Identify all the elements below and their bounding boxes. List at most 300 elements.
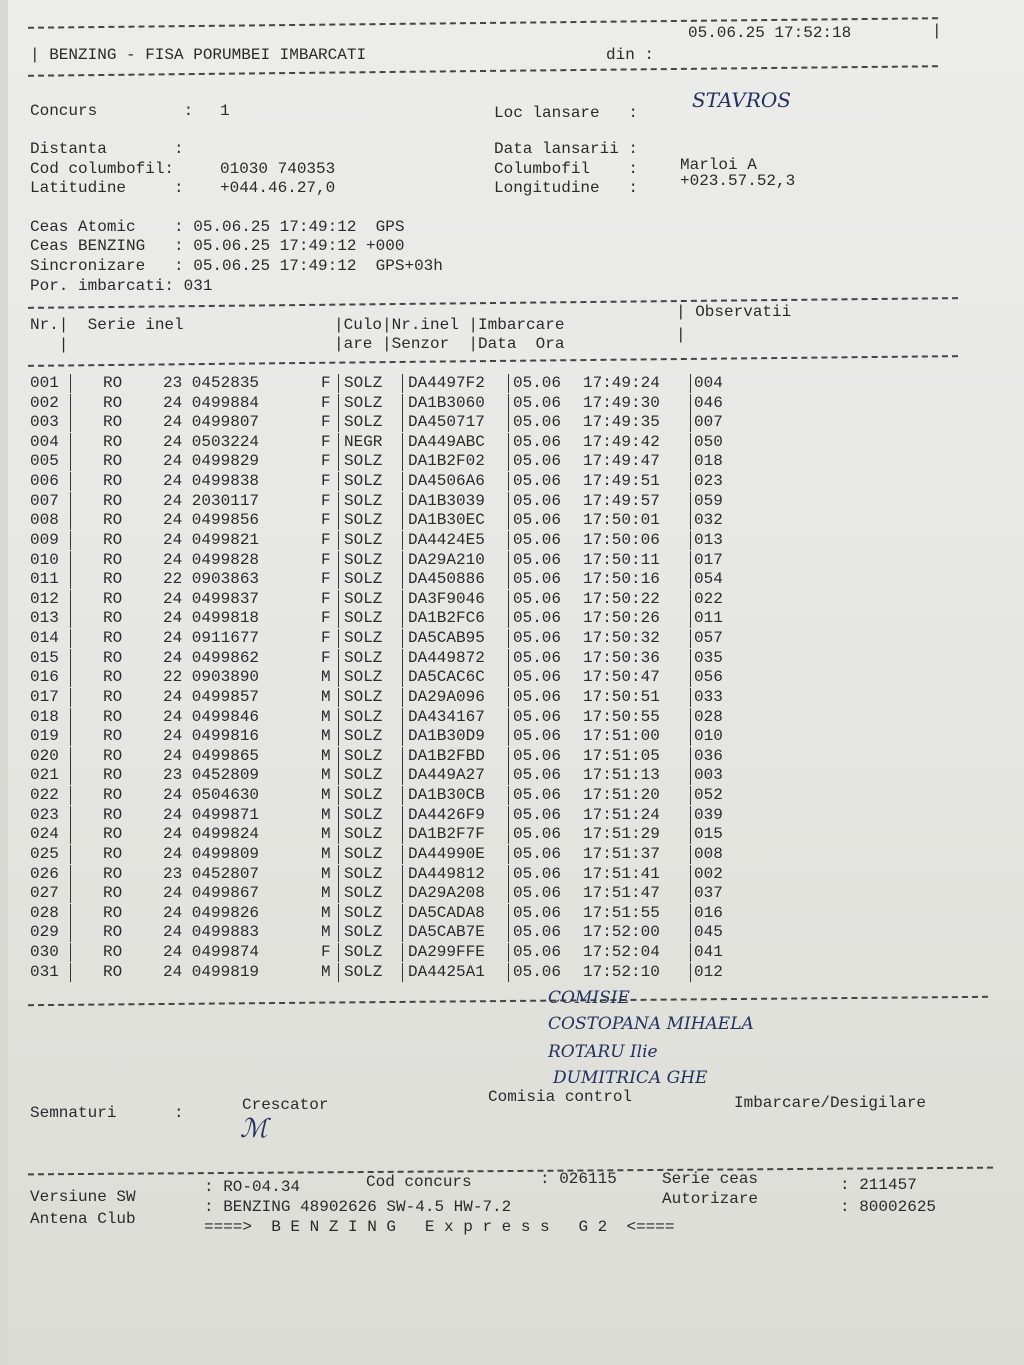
ring-serial: 24 0499829: [163, 452, 260, 471]
country: RO: [103, 452, 123, 471]
column-separator: [70, 943, 71, 962]
column-separator: [690, 492, 691, 511]
column-separator: [338, 629, 339, 648]
column-separator: [508, 963, 509, 982]
data-lansarii-label: Data lansarii :: [494, 140, 639, 158]
column-separator: [402, 511, 403, 530]
column-separator: [338, 452, 339, 471]
column-separator: [508, 766, 509, 785]
country: RO: [103, 923, 123, 942]
boarding-date: 05.06: [513, 668, 562, 687]
table-row: [8, 570, 768, 590]
column-separator: [508, 374, 509, 393]
column-separator: [70, 727, 71, 746]
column-separator: [508, 923, 509, 942]
column-separator: [508, 865, 509, 884]
row-number: 020: [30, 746, 59, 765]
country: RO: [103, 903, 123, 922]
column-separator: [402, 963, 403, 982]
color: SOLZ: [344, 727, 383, 746]
sex: M: [321, 707, 331, 726]
boarding-time: 17:49:24: [583, 374, 660, 392]
boarding-date: 05.06: [513, 727, 562, 746]
porumbei-imbarcati: Por. imbarcati: 031: [30, 277, 213, 295]
sex: M: [321, 746, 331, 765]
column-separator: [70, 884, 71, 903]
column-separator: [402, 708, 403, 727]
column-separator: [70, 963, 71, 982]
row-number: 022: [30, 786, 59, 805]
color: SOLZ: [344, 962, 383, 981]
sensor-ring-id: DA4424E5: [408, 530, 485, 549]
column-separator: [402, 649, 403, 668]
row-number: 008: [30, 511, 59, 530]
boarding-date: 05.06: [513, 472, 562, 491]
ring-serial: 24 0499884: [163, 393, 260, 412]
country: RO: [103, 962, 123, 981]
sensor-ring-id: DA4497F2: [408, 374, 485, 392]
country: RO: [103, 786, 123, 805]
boarding-time: 17:51:24: [583, 805, 660, 824]
column-separator: [508, 825, 509, 844]
observation: 028: [694, 707, 723, 726]
column-separator: [70, 413, 71, 432]
table-row: [8, 825, 768, 845]
boarding-time: 17:51:05: [583, 746, 660, 765]
row-number: 009: [30, 530, 59, 549]
country: RO: [103, 942, 123, 961]
row-number: 023: [30, 805, 59, 824]
column-separator: [402, 943, 403, 962]
document-title: | BENZING - FISA PORUMBEI IMBARCATI: [30, 46, 367, 64]
sex: F: [321, 413, 331, 432]
boarding-time: 17:52:10: [583, 962, 660, 981]
color: SOLZ: [344, 942, 383, 961]
color: SOLZ: [344, 413, 383, 432]
sex: F: [321, 374, 331, 392]
column-separator: [402, 766, 403, 785]
table-row: [8, 433, 768, 453]
column-separator: [338, 825, 339, 844]
din-label: din :: [606, 46, 655, 64]
observation: 039: [694, 805, 723, 824]
column-separator: [690, 865, 691, 884]
observation: 003: [694, 766, 723, 785]
column-separator: [690, 884, 691, 903]
column-separator: [690, 629, 691, 648]
country: RO: [103, 491, 123, 510]
table-row: [8, 963, 768, 983]
column-separator: [402, 551, 403, 570]
column-separator: [690, 551, 691, 570]
column-separator: [508, 433, 509, 452]
column-separator: [70, 551, 71, 570]
column-separator: [402, 923, 403, 942]
column-separator: [70, 531, 71, 550]
ring-serial: 24 0911677: [163, 629, 260, 648]
latitudine-value: +044.46.27,0: [220, 179, 336, 197]
column-separator: [690, 511, 691, 530]
sensor-ring-id: DA29A208: [408, 884, 485, 903]
row-number: 004: [30, 432, 59, 451]
row-number: 001: [30, 374, 59, 392]
column-separator: [508, 570, 509, 589]
column-separator: [508, 943, 509, 962]
country: RO: [103, 413, 123, 432]
column-separator: [338, 727, 339, 746]
autorizare-label: Autorizare: [662, 1190, 759, 1208]
column-separator: [690, 825, 691, 844]
country: RO: [103, 570, 123, 589]
sincronizare: Sincronizare : 05.06.25 17:49:12 GPS+03h: [30, 257, 443, 275]
country: RO: [103, 687, 123, 706]
column-separator: [402, 845, 403, 864]
distanta-label: Distanta :: [30, 140, 184, 158]
sensor-ring-id: DA44990E: [408, 844, 485, 863]
boarding-date: 05.06: [513, 550, 562, 569]
country: RO: [103, 766, 123, 785]
versiune-value: : RO-04.34: [204, 1178, 301, 1196]
boarding-time: 17:49:42: [583, 432, 660, 451]
observation: 032: [694, 511, 723, 530]
column-separator: [338, 570, 339, 589]
columbofil-label: Columbofil :: [494, 160, 639, 178]
sex: M: [321, 825, 331, 844]
boarding-date: 05.06: [513, 589, 562, 608]
ring-serial: 24 0499828: [163, 550, 260, 569]
handwritten-member-2: ROTARU Ilie: [548, 1042, 658, 1062]
ring-serial: 24 0499819: [163, 962, 260, 981]
country: RO: [103, 374, 123, 392]
ring-serial: 24 0499871: [163, 805, 260, 824]
column-separator: [690, 708, 691, 727]
ring-serial: 24 0499837: [163, 589, 260, 608]
sex: F: [321, 530, 331, 549]
color: SOLZ: [344, 746, 383, 765]
column-separator: [402, 394, 403, 413]
boarding-date: 05.06: [513, 825, 562, 844]
country: RO: [103, 668, 123, 687]
sex: F: [321, 629, 331, 648]
sensor-ring-id: DA5CAC6C: [408, 668, 485, 687]
column-separator: [402, 590, 403, 609]
column-separator: [70, 511, 71, 530]
boarding-date: 05.06: [513, 648, 562, 667]
color: SOLZ: [344, 884, 383, 903]
column-separator: [690, 413, 691, 432]
column-separator: [70, 904, 71, 923]
sex: F: [321, 432, 331, 451]
column-separator: [402, 472, 403, 491]
color: SOLZ: [344, 805, 383, 824]
ring-serial: 24 0503224: [163, 432, 260, 451]
concurs-label: Concurs :: [30, 102, 194, 120]
table-row: [8, 551, 768, 571]
sex: M: [321, 844, 331, 863]
column-separator: [508, 688, 509, 707]
versiune-label: Versiune SW: [30, 1188, 136, 1206]
table-row: [8, 747, 768, 767]
handwritten-comisie: COMISIE: [548, 988, 630, 1008]
color: SOLZ: [344, 452, 383, 471]
column-separator: [508, 884, 509, 903]
observation: 054: [694, 570, 723, 589]
longitudine-value: +023.57.52,3: [680, 172, 796, 190]
table-row: [8, 884, 768, 904]
color: SOLZ: [344, 766, 383, 785]
divider: [28, 297, 958, 309]
table-row: [8, 708, 768, 728]
print-timestamp: 05.06.25 17:52:18: [688, 24, 852, 42]
table-row: [8, 845, 768, 865]
observation: 018: [694, 452, 723, 471]
table-row: [8, 943, 768, 963]
column-separator: [690, 452, 691, 471]
row-number: 018: [30, 707, 59, 726]
column-separator: [70, 806, 71, 825]
column-separator: [402, 374, 403, 393]
observation: 050: [694, 432, 723, 451]
table-row: [8, 766, 768, 786]
color: SOLZ: [344, 374, 383, 392]
sex: F: [321, 942, 331, 961]
column-separator: [338, 609, 339, 628]
column-separator: [338, 963, 339, 982]
boarding-time: 17:50:16: [583, 570, 660, 589]
column-separator: [690, 747, 691, 766]
sex: M: [321, 805, 331, 824]
color: SOLZ: [344, 786, 383, 805]
column-separator: [402, 570, 403, 589]
ring-serial: 23 0452809: [163, 766, 260, 785]
color: SOLZ: [344, 825, 383, 844]
country: RO: [103, 864, 123, 883]
column-separator: [70, 688, 71, 707]
sex: F: [321, 452, 331, 471]
boarding-date: 05.06: [513, 942, 562, 961]
printed-document: [8, 0, 1024, 1365]
column-separator: [402, 786, 403, 805]
column-separator: [508, 668, 509, 687]
table-row: [8, 511, 768, 531]
observation: 007: [694, 413, 723, 432]
table-row: [8, 786, 768, 806]
sensor-ring-id: DA1B3060: [408, 393, 485, 412]
sensor-ring-id: DA449A27: [408, 766, 485, 785]
column-separator: [690, 609, 691, 628]
column-separator: [690, 649, 691, 668]
ring-serial: 22 0903863: [163, 570, 260, 589]
color: NEGR: [344, 432, 383, 451]
column-separator: [338, 511, 339, 530]
column-separator: [690, 688, 691, 707]
table-row: [8, 649, 768, 669]
row-number: 024: [30, 825, 59, 844]
boarding-time: 17:49:57: [583, 491, 660, 510]
crescator-signature: ℳ: [240, 1114, 268, 1144]
header-observatii-2: |: [676, 326, 686, 344]
observation: 033: [694, 687, 723, 706]
column-separator: [70, 590, 71, 609]
column-separator: [70, 708, 71, 727]
column-separator: [70, 374, 71, 393]
column-separator: [70, 825, 71, 844]
cod-concurs-label: Cod concurs: [366, 1173, 472, 1191]
sex: F: [321, 550, 331, 569]
sex: F: [321, 393, 331, 412]
row-number: 031: [30, 962, 59, 981]
sex: M: [321, 903, 331, 922]
boarding-date: 05.06: [513, 746, 562, 765]
column-separator: [70, 394, 71, 413]
sensor-ring-id: DA3F9046: [408, 589, 485, 608]
column-separator: [402, 825, 403, 844]
sensor-ring-id: DA29A210: [408, 550, 485, 569]
serie-ceas-value: : 211457: [840, 1176, 917, 1194]
column-separator: [402, 727, 403, 746]
table-row: [8, 492, 768, 512]
ring-serial: 24 0499821: [163, 530, 260, 549]
column-separator: [508, 472, 509, 491]
column-separator: [402, 609, 403, 628]
color: SOLZ: [344, 629, 383, 648]
boarding-time: 17:49:35: [583, 413, 660, 432]
boarding-time: 17:49:47: [583, 452, 660, 471]
column-separator: [338, 649, 339, 668]
row-number: 003: [30, 413, 59, 432]
benzing-express-banner: ====> B E N Z I N G E x p r e s s G 2 <====: [204, 1218, 675, 1236]
boarding-time: 17:50:26: [583, 609, 660, 628]
sensor-ring-id: DA4426F9: [408, 805, 485, 824]
ring-serial: 24 0499816: [163, 727, 260, 746]
boarding-date: 05.06: [513, 884, 562, 903]
observation: 012: [694, 962, 723, 981]
column-separator: [70, 865, 71, 884]
ceas-benzing: Ceas BENZING : 05.06.25 17:49:12 +000: [30, 237, 405, 255]
column-separator: [508, 590, 509, 609]
boarding-date: 05.06: [513, 844, 562, 863]
column-separator: [690, 433, 691, 452]
divider: [28, 355, 958, 367]
ring-serial: 23 0452807: [163, 864, 260, 883]
table-row: [8, 904, 768, 924]
boarding-time: 17:50:06: [583, 530, 660, 549]
column-separator: [508, 492, 509, 511]
row-number: 015: [30, 648, 59, 667]
column-separator: [338, 806, 339, 825]
header-culoare-senzor-imbarcare-2: |are |Senzor |Data Ora: [334, 335, 565, 353]
crescator-label: Crescator: [242, 1096, 329, 1114]
column-separator: [690, 904, 691, 923]
sex: M: [321, 923, 331, 942]
divider: [28, 996, 988, 1006]
observation: 037: [694, 884, 723, 903]
row-number: 002: [30, 393, 59, 412]
country: RO: [103, 884, 123, 903]
color: SOLZ: [344, 609, 383, 628]
column-separator: [690, 806, 691, 825]
boarding-time: 17:50:47: [583, 668, 660, 687]
column-separator: [402, 433, 403, 452]
sensor-ring-id: DA29A096: [408, 687, 485, 706]
title-bar-end: |: [932, 22, 942, 40]
cod-columbofil-label: Cod columbofil:: [30, 160, 175, 178]
boarding-date: 05.06: [513, 491, 562, 510]
column-separator: [338, 688, 339, 707]
boarding-time: 17:50:36: [583, 648, 660, 667]
sensor-ring-id: DA5CAB95: [408, 629, 485, 648]
column-separator: [690, 786, 691, 805]
ring-serial: 24 0499818: [163, 609, 260, 628]
observation: 002: [694, 864, 723, 883]
sensor-ring-id: DA1B30EC: [408, 511, 485, 530]
column-separator: [338, 786, 339, 805]
ring-serial: 24 0499856: [163, 511, 260, 530]
column-separator: [70, 649, 71, 668]
column-separator: [508, 609, 509, 628]
longitudine-label: Longitudine :: [494, 179, 639, 197]
color: SOLZ: [344, 530, 383, 549]
column-separator: [402, 747, 403, 766]
row-number: 013: [30, 609, 59, 628]
boarding-date: 05.06: [513, 864, 562, 883]
semnaturi-label: Semnaturi :: [30, 1104, 184, 1122]
column-separator: [690, 943, 691, 962]
country: RO: [103, 609, 123, 628]
table-row: [8, 865, 768, 885]
sensor-ring-id: DA434167: [408, 707, 485, 726]
sensor-ring-id: DA5CAB7E: [408, 923, 485, 942]
boarding-time: 17:51:00: [583, 727, 660, 746]
table-row: [8, 668, 768, 688]
country: RO: [103, 648, 123, 667]
column-separator: [690, 845, 691, 864]
header-nr-serie: Nr.| Serie inel: [30, 316, 184, 334]
header-observatii: | Observatii: [676, 303, 792, 321]
ring-serial: 24 2030117: [163, 491, 260, 510]
sex: M: [321, 962, 331, 981]
color: SOLZ: [344, 923, 383, 942]
column-separator: [690, 570, 691, 589]
boarding-time: 17:49:30: [583, 393, 660, 412]
column-separator: [338, 766, 339, 785]
column-separator: [508, 511, 509, 530]
sensor-ring-id: DA449ABC: [408, 432, 485, 451]
column-separator: [338, 865, 339, 884]
sex: M: [321, 727, 331, 746]
sensor-ring-id: DA1B30CB: [408, 786, 485, 805]
column-separator: [338, 747, 339, 766]
observation: 017: [694, 550, 723, 569]
sex: M: [321, 864, 331, 883]
boarding-time: 17:50:32: [583, 629, 660, 648]
column-separator: [508, 452, 509, 471]
boarding-date: 05.06: [513, 374, 562, 392]
boarding-date: 05.06: [513, 786, 562, 805]
boarding-time: 17:52:00: [583, 923, 660, 942]
cod-columbofil-value: 01030 740353: [220, 160, 336, 178]
sex: F: [321, 570, 331, 589]
ring-serial: 24 0499857: [163, 687, 260, 706]
column-separator: [338, 904, 339, 923]
country: RO: [103, 530, 123, 549]
column-separator: [70, 472, 71, 491]
row-number: 029: [30, 923, 59, 942]
boarding-time: 17:51:41: [583, 864, 660, 883]
observation: 008: [694, 844, 723, 863]
color: SOLZ: [344, 864, 383, 883]
boarding-date: 05.06: [513, 452, 562, 471]
